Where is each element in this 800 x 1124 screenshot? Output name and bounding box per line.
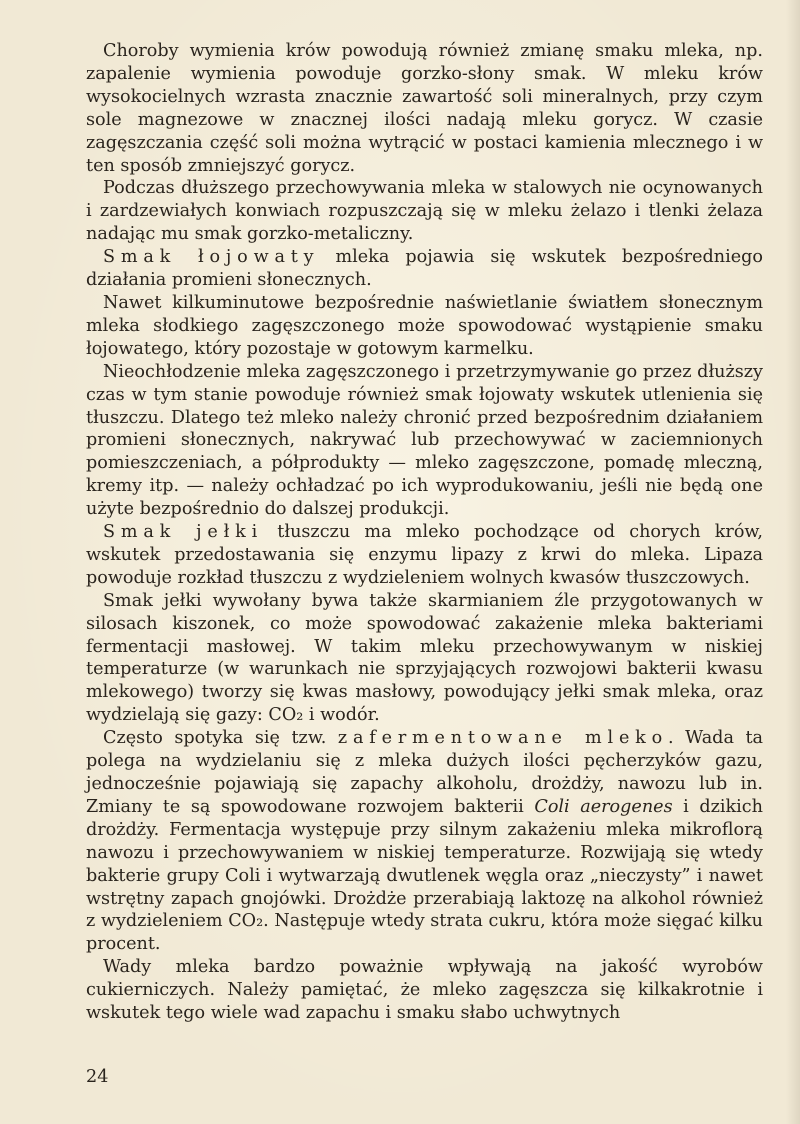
spaced-term-tallowy: Smak łojowaty — [103, 247, 320, 268]
paragraph-rancid-taste: Smak jełki tłuszczu ma mleko pochodzące od chorych krów, wskutek przedostawania się enzymu lipazy z krwi do mleka. Lipaza powoduje rozkład tłuszczu z wydzieleniem wolnych kwasów tłuszczowych. — [86, 522, 763, 588]
paragraph-udder-diseases: Choroby wymienia krów powodują również zmianę smaku mleka, np. zapalenie wymienia powoduje gorzko-słony smak. W mleku krów wysokocielnych wzrasta znacznie zawartość soli mineralnych, przy czym sole magnezowe w znacznej ilości nadają mleku gorycz. W czasie zagęszczania część soli można wytrącić w postaci kamienia mlecznego i w ten sposób zmniejszyć gorycz. — [86, 41, 763, 176]
body-text — [86, 40, 763, 1025]
paragraph-cooling: Nieochłodzenie mleka zagęszczonego i przetrzymywanie go przez dłuższy czas w tym stanie powoduje również smak łojowaty wskutek utlenienia się tłuszczu. Dlatego też mleko należy chronić przed bezpośrednim działaniem promieni słonecznych, nakrywać lub przechowywać w zaciemnionych pomieszczeniach, a półprodukty — mleko zagęszczone, pomadę mleczną, kremy itp. — należy ochładzać po ich wyprodukowaniu, jeśli nie będą one użyte bezpośrednio do dalszej produkcji. — [86, 361, 763, 520]
paragraph-sunlight: Nawet kilkuminutowe bezpośrednie naświetlanie światłem słonecznym mleka słodkiego zagęszczonego może spowodować wystąpienie smaku łojowatego, który pozostaje w gotowym karmelku. — [86, 292, 763, 359]
page-number: 24 — [86, 1067, 109, 1087]
italic-term-coli: Coli aerogenes — [534, 796, 673, 817]
paragraph-silage: Smak jełki wywołany bywa także skarmianiem źle przygotowanych w silosach kiszonek, co może spowodować zakażenie mleka bakteriami fermentacji masłowej. W takim mleku przechowywanym w niskiej temperaturze (w warunkach nie sprzyjających rozwojowi bakterii kwasu mlekowego) tworzy się kwas masłowy, powodujący jełki smak mleka, oraz wydzielają się gazy: CO₂ i wodór. — [86, 590, 763, 726]
page-edge-shadow — [786, 0, 800, 1124]
spaced-term-fermented: zafermentowane mleko — [337, 728, 669, 749]
paragraph-fermented-milk: Często spotyka się tzw. zafermentowane mleko. Wada ta polega na wydzielaniu się z mleka dużych ilości pęcherzyków gazu, jednocześnie pojawiają się zapachy alkoholu, drożdży, nawozu lub in. Zmiany te są spowodowane rozwojem bakterii Coli aerogenes i dzikich drożdży. Fermentacja występuje przy silnym zakażeniu mleka mikroflorą nawozu i przechowywaniem w niskiej temperaturze. Rozwijają się wtedy bakterie grupy Coli i wytwarzają dwutlenek węgla oraz „nieczysty” i nawet wstrętny zapach gnojówki. Drożdże przerabiają laktozę na alkohol również z wydzieleniem CO₂. Następuje wtedy strata cukru, która może sięgać kilku procent. — [86, 728, 764, 955]
spaced-term-rancid: Smak jełki — [103, 522, 264, 543]
paragraph-confectionery: Wady mleka bardzo poważnie wpływają na jakość wyrobów cukierniczych. Należy pamiętać, że mleko zagęszcza się kilkakrotnie i wskutek tego wiele wad zapachu i smaku słabo uchwytnych — [86, 957, 763, 1024]
paragraph-tallowy-taste: Smak łojowaty mleka pojawia się wskutek bezpośredniego działania promieni słonecznych. — [86, 247, 763, 291]
paragraph-iron-taste: Podczas dłuższego przechowywania mleka w stalowych nie ocynowanych i zardzewiałych konwiach rozpuszczają się w mleku żelazo i tlenki żelaza nadając mu smak gorzko-metaliczny. — [86, 178, 763, 245]
